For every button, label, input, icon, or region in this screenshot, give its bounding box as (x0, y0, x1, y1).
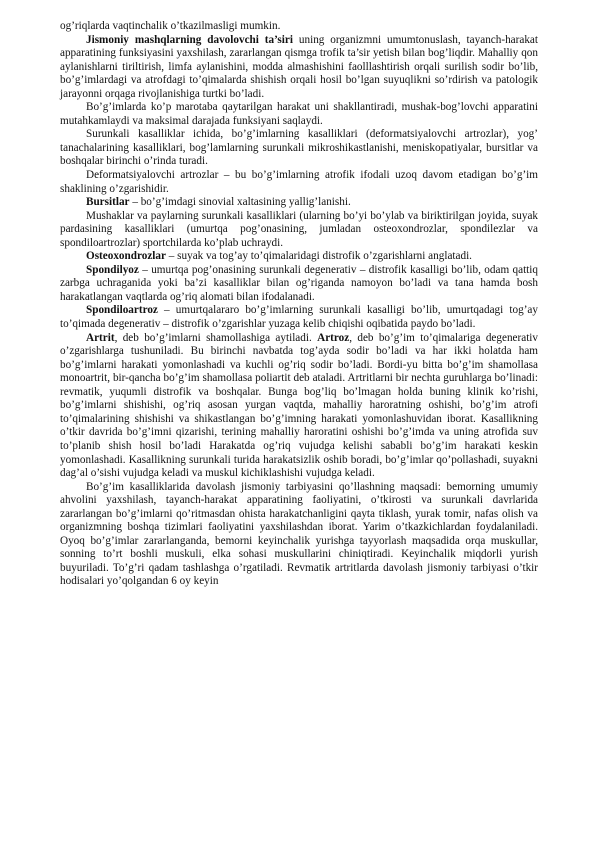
paragraph-text: og’riqlarda vaqtinchalik o’tkazilmasligi mumkin. (60, 20, 281, 32)
body-paragraph (60, 34, 538, 102)
body-paragraph (60, 250, 538, 264)
body-paragraph (60, 264, 538, 305)
bold-term: Osteoxondrozlar (86, 250, 166, 263)
body-paragraph (60, 128, 538, 169)
body-paragraph (60, 169, 538, 196)
paragraph-text: Surunkali kasalliklar ichida, bo’g’imlarning kasalliklari (deformatsiyalovchi artrozlar), yog’ tanachalarining kasalliklari, bog’lamlarning surunkali mikroshikastlanishi, meniskopatiyalar, bursitlar va boshqalar birinchi o’rinda turadi. (60, 128, 538, 168)
paragraph-text: , deb bo’g’imlarni shamollashiga aytiladi. (114, 331, 318, 344)
paragraph-text: , deb bo’g’im to’qimalariga degenerativ o’zgarishlarga tushuniladi. Bu birinchi navbatda tog’ayda sodir bo’ladi va har ikki holatda ham bo’g’imlarni harakati yomonlashadi va kuchli og’riq sodir bo’ladi. Bordi-yu bitta bo’g’im shamollasa monoartrit, bir-qancha bo’g’im shamollasa poliartit deb ataladi. Artritlarni bir nechta guruhlarga bo’linadi: revmatik, yuqumli distrofik va boshqalar. Bunga bog’liq bo’lmagan holda buning klinik ko’rishi, bo’g’imlarni shishishi, og’riq asosan yurgan vaqtda, mahalliy haroratning oshishi, bo’g’im atrofi to’qimalarining shishishi va shikastlangan bo’g’imning harakati yomonlashuvidan iborat. Kasallikning o’tkir davrida bo’g’imni qizarishi, terining mahalliy haroratini oshishi bo’g’imda va uning atrofida suv to’planib shish hosil bo’ladi Harakatda og’riq vujudga kelishi sababli bo’g’im harakati keskin yomonlashadi. Kasallikning surunkali turida harakatsizlik oshib boradi, bo’g’imlar qo’pollashadi, suyakni dag’al o’sishi vujudga keladi va muskul kichiklashishi vujudga keladi. (60, 331, 539, 480)
document-page (60, 20, 538, 589)
body-paragraph (60, 196, 538, 210)
bold-term: Artroz (317, 331, 350, 344)
bold-term: Spondilyoz (86, 263, 139, 276)
body-paragraph (60, 101, 538, 128)
bold-term: Artrit (86, 331, 115, 344)
paragraph-text: Mushaklar va paylarning surunkali kasalliklari (ularning bo’yi bo’ylab va biriktirilgan joyida, suyak pardasining kasalliklari (umurtqa pog’onasining, jumladan osteoxondrozlar, spondilezlar va spondiloartrozlar) sportchilarda ko’plab uchraydi. (60, 209, 538, 249)
paragraph-text: Bo’g’imlarda ko’p marotaba qaytarilgan harakat uni shakllantiradi, mushak-bog’lovchi apparatini mutahkamlaydi va maksimal darajada funksiyani saqlaydi. (60, 101, 538, 127)
paragraph-text: Deformatsiyalovchi artrozlar – bu bo’g’imlarning atrofik ifodali uzoq davom etadigan bo’g’im shaklining o’zgarishidir. (60, 169, 538, 195)
bold-term: Spondiloartroz (86, 304, 158, 317)
paragraph-text: – umurtqa pog’onasining surunkali degenerativ – distrofik kasalligi bo’lib, odam qattiq zarbga uchraganida yoki ba’zi kasalliklar bilan og’riganda namoyon bo’ladi va tana hamda bosh harakatlangan vaqtlarda og’riq alomati bilan ifodalanadi. (60, 263, 538, 303)
body-paragraph (60, 481, 538, 589)
paragraph-text: uning organizmni umumtonuslash, tayanch-harakat apparatining funksiyasini yaxshilash, zararlangan qismga trofik ta’sir yetish bilan bog’liqdir. Mahalliy qon aylanishlarni tiriltirish, limfa aylanishini, modda almashishini faolllashtirish orqali surilish sodir bo’lib, bo’g’imlardagi va atrofdagi to’qimalarda shishish orqali hosil bo’lgan suyuqlikni so’rdirish va patologik jarayonni orqaga rivojlanishiga turtki bo’ladi. (60, 33, 538, 100)
bold-term: Bursitlar (86, 196, 130, 209)
body-paragraph (60, 20, 538, 34)
body-paragraph (60, 304, 538, 331)
paragraph-text: – suyak va tog’ay to’qimalaridagi distrofik o’zgarishlarni anglatadi. (165, 250, 472, 263)
paragraph-text: Bo’g’im kasalliklarida davolash jismoniy tarbiyasini qo’llashning maqsadi: bemorning umumiy ahvolini yaxshilash, tayanch-harakat apparatining faoliyatini, o’tkirosti va surunkali davrlarida zararlangan bo’g’imlarni qo’ritmasdan ohista harakatchanligini qayta tiklash, yurak tomir, nafas olish va organizmning boshqa tizimlari faoliyatini yaxshilashdan iborat. Yarim o’tkazkichlardan foydalaniladi. Oyoq bo’g’imlar zararlanganda, bemorni keyinchalik yurishga tayyorlash maqsadida orqa muskullar, sonning to’rt boshli muskuli, elka sohasi muskullarini chiniqtiradi. Keyinchalik miqdorli yurish buyuriladi. To’g’ri qadam tashlashga o’rgatiladi. Revmatik artritlarda davolash jismoniy tarbiyasi o’tkir hodisalari yo’qolgandan 6 oy keyin (60, 480, 538, 588)
body-paragraph (60, 332, 538, 481)
paragraph-text: – bo’g’imdagi sinovial xaltasining yallig’lanishi. (129, 196, 351, 209)
bold-term: Jismoniy mashqlarning davolovchi ta’siri (86, 33, 293, 46)
paragraph-text: – umurtqalararo bo’g’imlarning surunkali kasalligi bo’lib, umurtqadagi tog’ay to’qimada degenerativ – distrofik o’zgarishlar yuzaga kelib chiqishi oqibatida paydo bo’ladi. (60, 304, 538, 331)
body-paragraph (60, 210, 538, 251)
